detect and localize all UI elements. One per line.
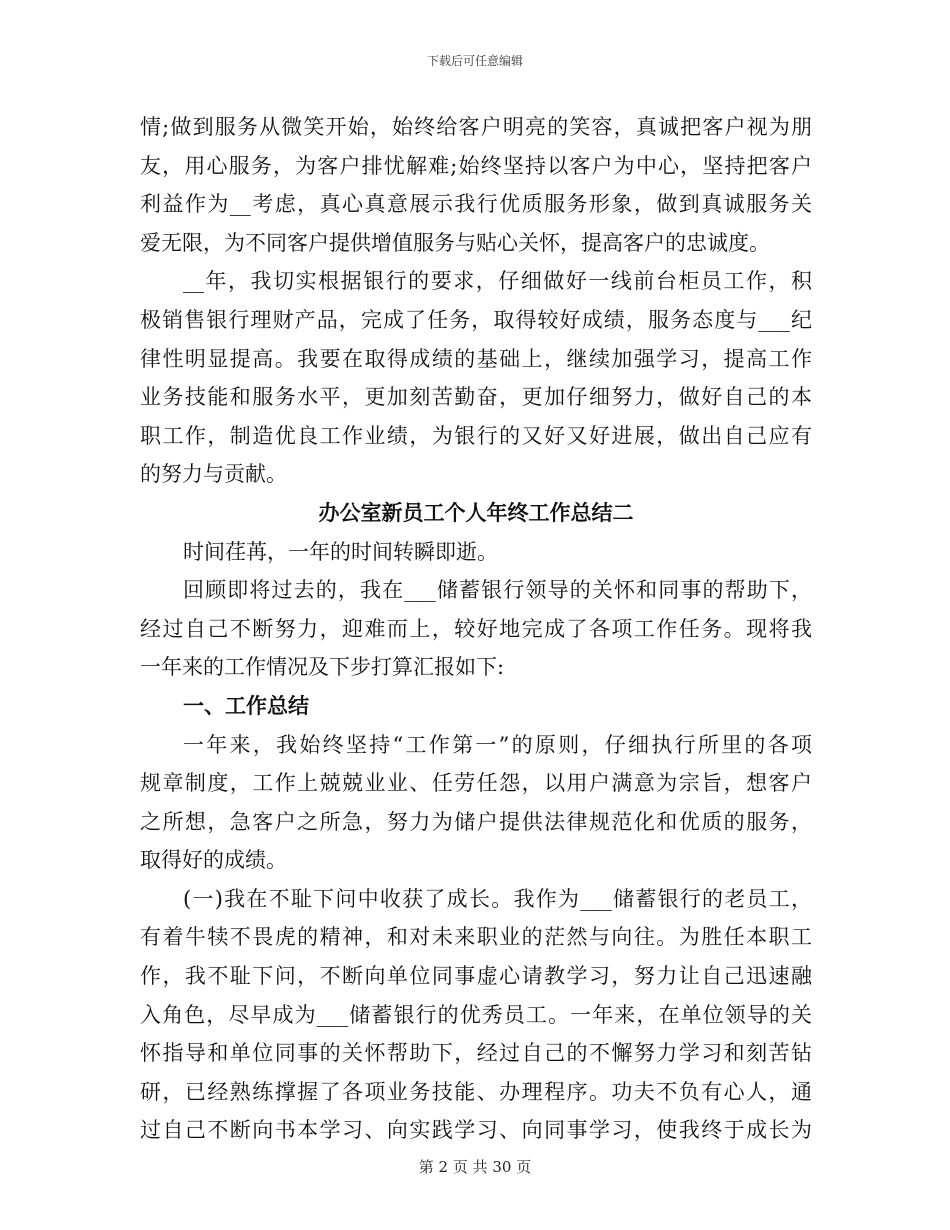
text-line: 规章制度，工作上兢兢业业、任劳任怨，以用户满意为宗旨，想客户 — [140, 771, 812, 796]
text-line: 的努力与贡献。 — [140, 462, 287, 487]
text-line: 取得好的成绩。 — [140, 848, 287, 873]
text-line: 研，已经熟练撑握了各项业务技能、办理程序。功夫不负有心人，通 — [140, 1079, 812, 1104]
page-header: 下载后可任意编辑 — [426, 54, 523, 68]
text-line: 情;做到服务从微笑开始，始终给客户明亮的笑容，真诚把客户视为朋 — [140, 115, 812, 139]
text-line: (一)我在不耻下问中收获了成长。我作为___储蓄银行的老员工， — [183, 886, 812, 911]
text-line: 有着牛犊不畏虎的精神，和对未来职业的茫然与向往。为胜任本职工 — [140, 925, 812, 950]
text-line: 爱无限，为不同客户提供增值服务与贴心关怀，提高客户的忠诚度。 — [140, 230, 770, 255]
text-line: 业务技能和服务水平，更加刻苦勤奋，更加仔细努力，做好自己的本 — [140, 385, 812, 410]
text-line: 作，我不耻下问，不断向单位同事虚心请教学习，努力让自己迅速融 — [140, 964, 812, 989]
text-line: 极销售银行理财产品，完成了任务，取得较好成绩，服务态度与___纪 — [140, 307, 812, 332]
text-line: __年，我切实根据银行的要求，仔细做好一线前台柜员工作，积 — [183, 269, 812, 294]
text-line: 职工作，制造优良工作业绩，为银行的又好又好进展，做出自己应有 — [140, 423, 812, 448]
text-line: 利益作为__考虑，真心真意展示我行优质服务形象，做到真诚服务关 — [140, 192, 812, 217]
text-line: 回顾即将过去的，我在___储蓄银行领导的关怀和同事的帮助下， — [183, 578, 812, 603]
text-line: 友，用心服务，为客户排忧解难;始终坚持以客户为中心，坚持把客户 — [140, 153, 812, 178]
text-line: 时间荏苒，一年的时间转瞬即逝。 — [183, 539, 498, 564]
document-body — [140, 108, 812, 1150]
text-line: 之所想，急客户之所急，努力为储户提供法律规范化和优质的服务， — [140, 809, 812, 834]
text-line: 律性明显提高。我要在取得成绩的基础上，继续加强学习，提高工作 — [140, 346, 812, 371]
text-line: 一年来，我始终坚持“工作第一”的原则，仔细执行所里的各项 — [183, 732, 812, 757]
section-heading: 一、工作总结 — [183, 692, 309, 718]
page-footer: 第 2 页 共 30 页 — [418, 1158, 532, 1176]
text-line: 怀指导和单位同事的关怀帮助下，经过自己的不懈努力学习和刻苦钻 — [140, 1041, 812, 1066]
text-line: 入角色，尽早成为___储蓄银行的优秀员工。一年来，在单位领导的关 — [140, 1002, 812, 1027]
section-title: 办公室新员工个人年终工作总结二 — [318, 499, 634, 525]
text-line: 经过自己不断努力，迎难而上，较好地完成了各项工作任务。现将我 — [140, 616, 812, 641]
text-line: 过自己不断向书本学习、向实践学习、向同事学习，使我终于成长为 — [140, 1118, 812, 1143]
text-line: 一年来的工作情况及下步打算汇报如下: — [140, 655, 505, 680]
